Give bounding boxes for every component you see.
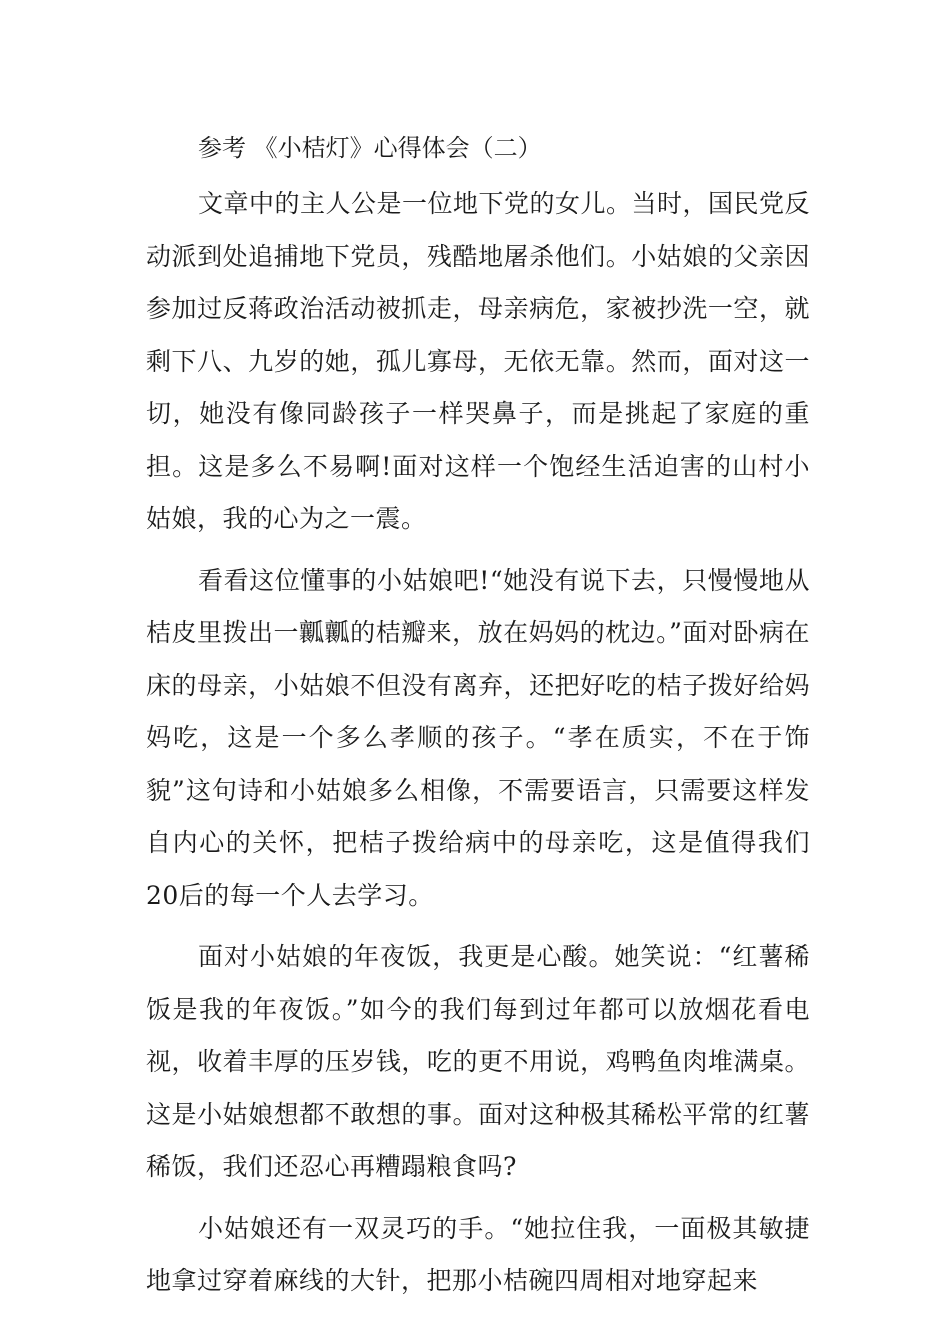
paragraph-2: 看看这位懂事的小姑娘吧!“她没有说下去，只慢慢地从桔皮里拨出一瓤瓤的桔瓣来，放在妈妈的枕边。”面对卧病在床的母亲，小姑娘不但没有离弃，还把好吃的桔子拨好给妈妈吃，这是一个多么孝顺的孩子。“孝在质实，不在于饰貌”这句诗和小姑娘多么相像，不需要语言，只需要这样发自内心的关怀，把桔子拨给病中的母亲吃，这是值得我们20后的每一个人去学习。	[146, 565, 810, 910]
paragraph-3: 面对小姑娘的年夜饭，我更是心酸。她笑说：“红薯稀饭是我的年夜饭。”如今的我们每到过年都可以放烟花看电视，收着丰厚的压岁钱，吃的更不用说，鸡鸭鱼肉堆满桌。这是小姑娘想都不敢想的事。面对这种极其稀松平常的红薯稀饭，我们还忍心再糟蹋粮食吗?	[146, 942, 810, 1181]
paragraph-4: 小姑娘还有一双灵巧的手。“她拉住我，一面极其敏捷地拿过穿着麻线的大针，把那小桔碗四周相对地穿起来	[146, 1213, 810, 1295]
document-title: 参考 《小桔灯》心得体会（二）	[198, 134, 542, 162]
paragraph-1: 文章中的主人公是一位地下党的女儿。当时，国民党反动派到处追捕地下党员，残酷地屠杀他们。小姑娘的父亲因参加过反蒋政治活动被抓走，母亲病危，家被抄洗一空，就剩下八、九岁的她，孤儿寡母，无依无靠。然而，面对这一切，她没有像同龄孩子一样哭鼻子，而是挑起了家庭的重担。这是多么不易啊!面对这样一个饱经生活迫害的山村小姑娘，我的心为之一震。	[146, 189, 811, 533]
document-body	[146, 118, 810, 1308]
